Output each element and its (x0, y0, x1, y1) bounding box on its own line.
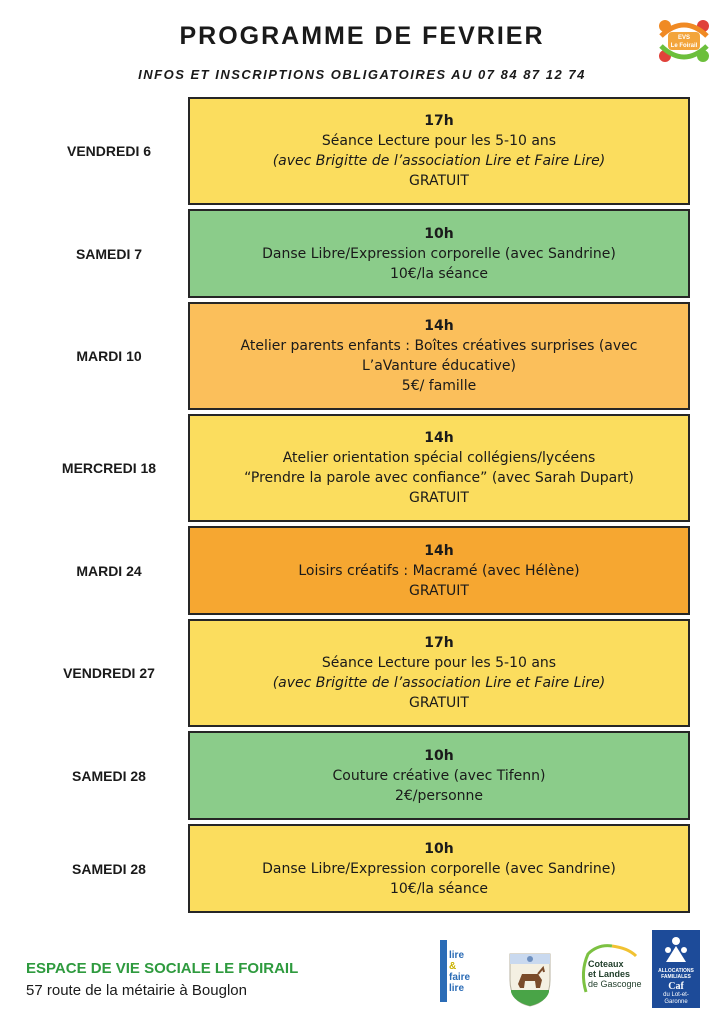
lire-et-faire-lire-logo (440, 940, 486, 1004)
caf-logo-name: Caf (668, 981, 684, 992)
event-row (0, 302, 724, 410)
event-time: 14h (424, 542, 454, 559)
bouglon-coat-of-arms-logo (508, 950, 552, 1008)
event-day: SAMEDI 7 (75, 245, 143, 262)
event-time: 17h (424, 635, 454, 651)
event-title: Séance Lecture pour les 5-10 ans (321, 133, 557, 149)
event-price: 2€/personne (394, 787, 483, 804)
event-time: 14h (424, 318, 454, 334)
organization-address: 57 route de la métairie à Bouglon (26, 982, 247, 999)
event-box (188, 731, 690, 820)
event-title: Loisirs créatifs : Macramé (avec Hélène) (298, 562, 580, 579)
event-box (188, 824, 690, 913)
coteaux-logo-line: de Gascogne (588, 979, 642, 989)
event-day: MARDI 24 (76, 562, 142, 579)
event-box (188, 619, 690, 727)
event-price: GRATUIT (409, 173, 469, 189)
event-time: 10h (424, 225, 454, 242)
event-day: MERCREDI 18 (61, 460, 157, 476)
lire-logo-word: faire (449, 972, 471, 983)
evs-logo (655, 10, 713, 70)
event-box (188, 414, 690, 522)
coteaux-logo-line: et Landes (588, 969, 631, 979)
event-detail: (avec Brigitte de l’association Lire et Faire Lire) (272, 675, 606, 691)
event-price: GRATUIT (409, 582, 469, 599)
event-box (188, 302, 690, 410)
caf-logo (652, 930, 700, 1008)
caf-logo-dept: du Lot-et-Garonne (663, 992, 689, 1005)
event-time: 10h (424, 747, 454, 764)
evs-logo-line1: EVS (677, 35, 691, 41)
event-time: 10h (424, 840, 454, 857)
event-box (188, 209, 690, 298)
event-detail: L’aVanture éducative) (361, 358, 517, 374)
event-title: Couture créative (avec Tifenn) (332, 767, 546, 784)
event-time: 14h (424, 430, 454, 446)
event-detail: “Prendre la parole avec confiance” (avec Sarah Dupart) (244, 470, 634, 486)
event-row (0, 731, 724, 820)
lire-logo-amp: & (449, 961, 457, 972)
organization-name: ESPACE DE VIE SOCIALE LE FOIRAIL (26, 960, 299, 977)
event-row (0, 619, 724, 727)
event-row (0, 97, 724, 205)
event-day: SAMEDI 28 (72, 767, 146, 784)
coteaux-logo-line: Coteaux (588, 959, 624, 969)
event-day: SAMEDI 28 (72, 860, 146, 877)
evs-logo-line2: Le Foirail (670, 43, 698, 49)
event-day: VENDREDI 6 (66, 143, 152, 159)
lire-logo-word: lire (449, 950, 465, 961)
event-title: Séance Lecture pour les 5-10 ans (321, 655, 557, 671)
lire-logo-word: lire (449, 983, 465, 994)
page-title: PROGRAMME DE FEVRIER (179, 22, 545, 50)
event-row (0, 526, 724, 615)
event-box (188, 526, 690, 615)
event-day: MARDI 10 (76, 348, 142, 364)
page-subtitle: INFOS ET INSCRIPTIONS OBLIGATOIRES AU 07 84 87 12 74 (138, 67, 586, 82)
event-row (0, 824, 724, 913)
event-row (0, 414, 724, 522)
event-box (188, 97, 690, 205)
event-price: 10€/la séance (389, 265, 489, 282)
event-title: Danse Libre/Expression corporelle (avec Sandrine) (262, 860, 616, 877)
event-time: 17h (424, 113, 454, 129)
event-row (0, 209, 724, 298)
event-price: 10€/la séance (389, 880, 489, 897)
event-day: VENDREDI 27 (63, 665, 155, 681)
event-title: Atelier parents enfants : Boîtes créatives surprises (avec (240, 338, 638, 354)
event-title: Danse Libre/Expression corporelle (avec Sandrine) (262, 245, 616, 262)
caf-logo-top: ALLOCATIONS FAMILIALES (658, 968, 694, 980)
event-title: Atelier orientation spécial collégiens/lycéens (282, 450, 596, 466)
coteaux-et-landes-logo (578, 942, 644, 1000)
event-price: 5€/ famille (401, 378, 477, 394)
event-price: GRATUIT (409, 490, 469, 506)
event-detail: (avec Brigitte de l’association Lire et Faire Lire) (272, 153, 606, 169)
event-price: GRATUIT (409, 695, 469, 711)
